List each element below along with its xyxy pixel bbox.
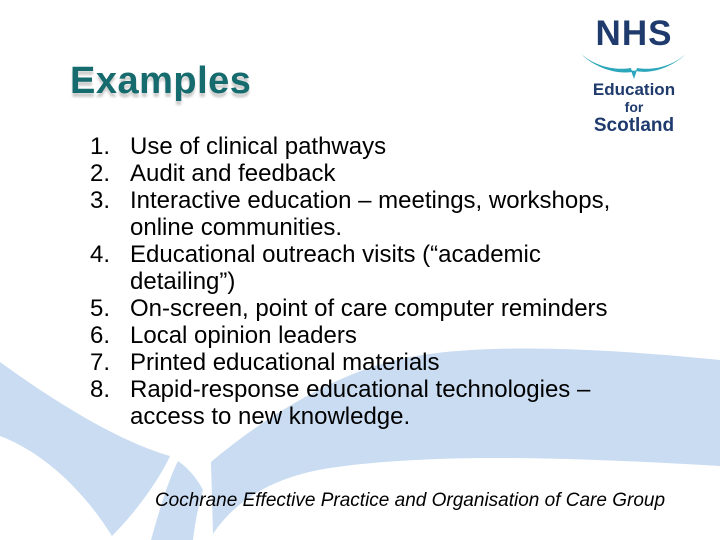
logo-line-scotland: Scotland <box>593 115 675 136</box>
list-item-number: 3. <box>90 187 111 214</box>
list-item-line: Local opinion leaders <box>130 322 357 349</box>
list-item-line: Educational outreach visits (“academic <box>130 241 541 268</box>
list-item-line: Interactive education – meetings, workshops, <box>130 187 611 214</box>
list-item-text <box>130 241 650 295</box>
list-item-number: 1. <box>90 133 111 160</box>
list-item-line: Use of clinical pathways <box>130 133 387 160</box>
list-item-number: 4. <box>90 241 111 268</box>
nhs-swoosh-icon <box>580 53 688 79</box>
list-item-5 <box>90 295 650 322</box>
list-item-line: Rapid-response educational technologies – <box>130 376 591 403</box>
list-item-text <box>130 322 650 349</box>
footer-attribution: Cochrane Effective Practice and Organisation of Care Group <box>154 490 666 511</box>
list-item-7 <box>90 349 650 376</box>
list-item-4 <box>90 241 650 295</box>
list-item-number: 2. <box>90 160 111 187</box>
list-item-number: 5. <box>90 295 111 322</box>
list-item-line: Printed educational materials <box>130 349 440 376</box>
list-item-number: 7. <box>90 349 111 376</box>
nhs-logo-text: NHS <box>595 14 673 53</box>
list-item-8 <box>90 376 650 430</box>
page-title: Examples <box>70 60 252 102</box>
list-item-line: Audit and feedback <box>130 160 336 187</box>
logo-line-education: Education <box>592 80 676 99</box>
list-item-text <box>130 133 650 160</box>
list-item-line: access to new knowledge. <box>130 403 411 430</box>
list-item-3 <box>90 187 650 241</box>
list-item-line: online communities. <box>130 214 343 241</box>
list-item-text <box>130 295 650 322</box>
list-item-line: detailing”) <box>130 268 236 295</box>
list-item-6 <box>90 322 650 349</box>
list-item-1 <box>90 133 650 160</box>
examples-list <box>90 133 650 430</box>
list-item-text <box>130 160 650 187</box>
list-item-number: 6. <box>90 322 111 349</box>
list-item-text <box>130 349 650 376</box>
list-item-line: On-screen, point of care computer reminders <box>130 295 608 322</box>
list-item-2 <box>90 160 650 187</box>
list-item-text <box>130 187 650 241</box>
list-item-number: 8. <box>90 376 111 403</box>
logo-line-for: for <box>624 99 644 115</box>
nhs-logo <box>578 16 690 136</box>
list-item-text <box>130 376 650 430</box>
